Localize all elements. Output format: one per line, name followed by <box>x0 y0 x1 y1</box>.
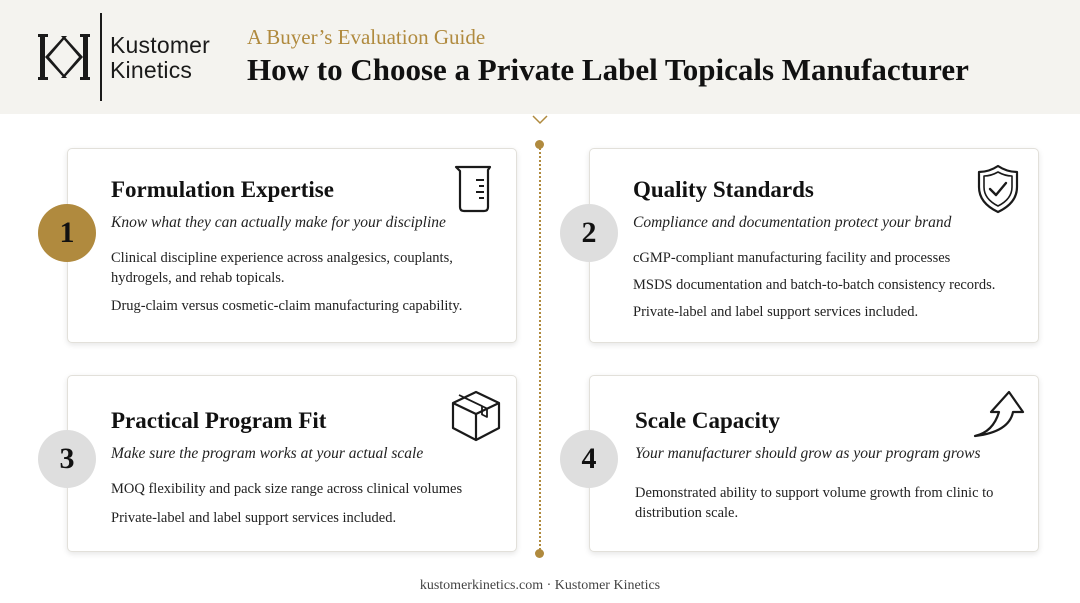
card-bullet: MOQ flexibility and pack size range across clinical volumes <box>111 481 463 497</box>
step-number-3: 3 <box>38 430 96 488</box>
card-body <box>111 479 511 536</box>
step-number-1: 1 <box>38 204 96 262</box>
header <box>0 0 1080 114</box>
card-tagline: Compliance and documentation protect your brand <box>633 214 952 231</box>
card-tagline: Know what they can actually make for your discipline <box>111 214 446 231</box>
card-bullet: Drug-claim versus cosmetic-claim manufacturing capability. <box>111 298 463 314</box>
brand-line-2: Kinetics <box>110 57 193 83</box>
card-formulation-expertise <box>67 148 517 343</box>
card-body <box>633 248 1033 330</box>
card-bullet: Private-label and label support services included. <box>633 304 919 320</box>
brand-line-1: Kustomer <box>110 32 211 58</box>
box-icon <box>449 388 503 444</box>
timeline-dot-top <box>535 140 544 149</box>
card-title: Quality Standards <box>633 177 814 202</box>
logo-divider <box>100 13 102 101</box>
step-number-4: 4 <box>560 430 618 488</box>
card-title: Practical Program Fit <box>111 408 327 433</box>
step-number-2: 2 <box>560 204 618 262</box>
growth-arrow-icon <box>971 388 1027 440</box>
timeline-line <box>539 145 541 553</box>
card-tagline: Your manufacturer should grow as your program grows <box>635 445 981 462</box>
card-quality-standards <box>589 148 1039 343</box>
beaker-icon <box>452 163 498 215</box>
card-bullet: Demonstrated ability to support volume growth from clinic to distribution scale. <box>635 485 994 521</box>
card-body <box>635 483 1025 531</box>
page-subtitle: A Buyer’s Evaluation Guide <box>247 25 486 49</box>
card-title: Scale Capacity <box>635 408 781 433</box>
footer-text: kustomerkinetics.com · Kustomer Kinetics <box>419 578 661 593</box>
card-bullet: Clinical discipline experience across analgesics, couplants, hydrogels, and rehab topicals. <box>111 250 453 286</box>
card-practical-program-fit <box>67 375 517 552</box>
card-body <box>111 248 491 324</box>
card-tagline: Make sure the program works at your actual scale <box>111 445 424 462</box>
chevron-down-icon <box>531 114 549 126</box>
card-bullet: cGMP-compliant manufacturing facility and processes <box>633 250 951 266</box>
logo-icon <box>38 32 90 82</box>
shield-check-icon <box>975 163 1021 215</box>
card-bullet: MSDS documentation and batch-to-batch consistency records. <box>633 277 996 293</box>
page-title: How to Choose a Private Label Topicals Manufacturer <box>247 52 969 87</box>
brand-name <box>110 33 210 83</box>
card-bullet: Private-label and label support services included. <box>111 510 397 526</box>
timeline-dot-bottom <box>535 549 544 558</box>
card-title: Formulation Expertise <box>111 177 334 202</box>
card-scale-capacity <box>589 375 1039 552</box>
